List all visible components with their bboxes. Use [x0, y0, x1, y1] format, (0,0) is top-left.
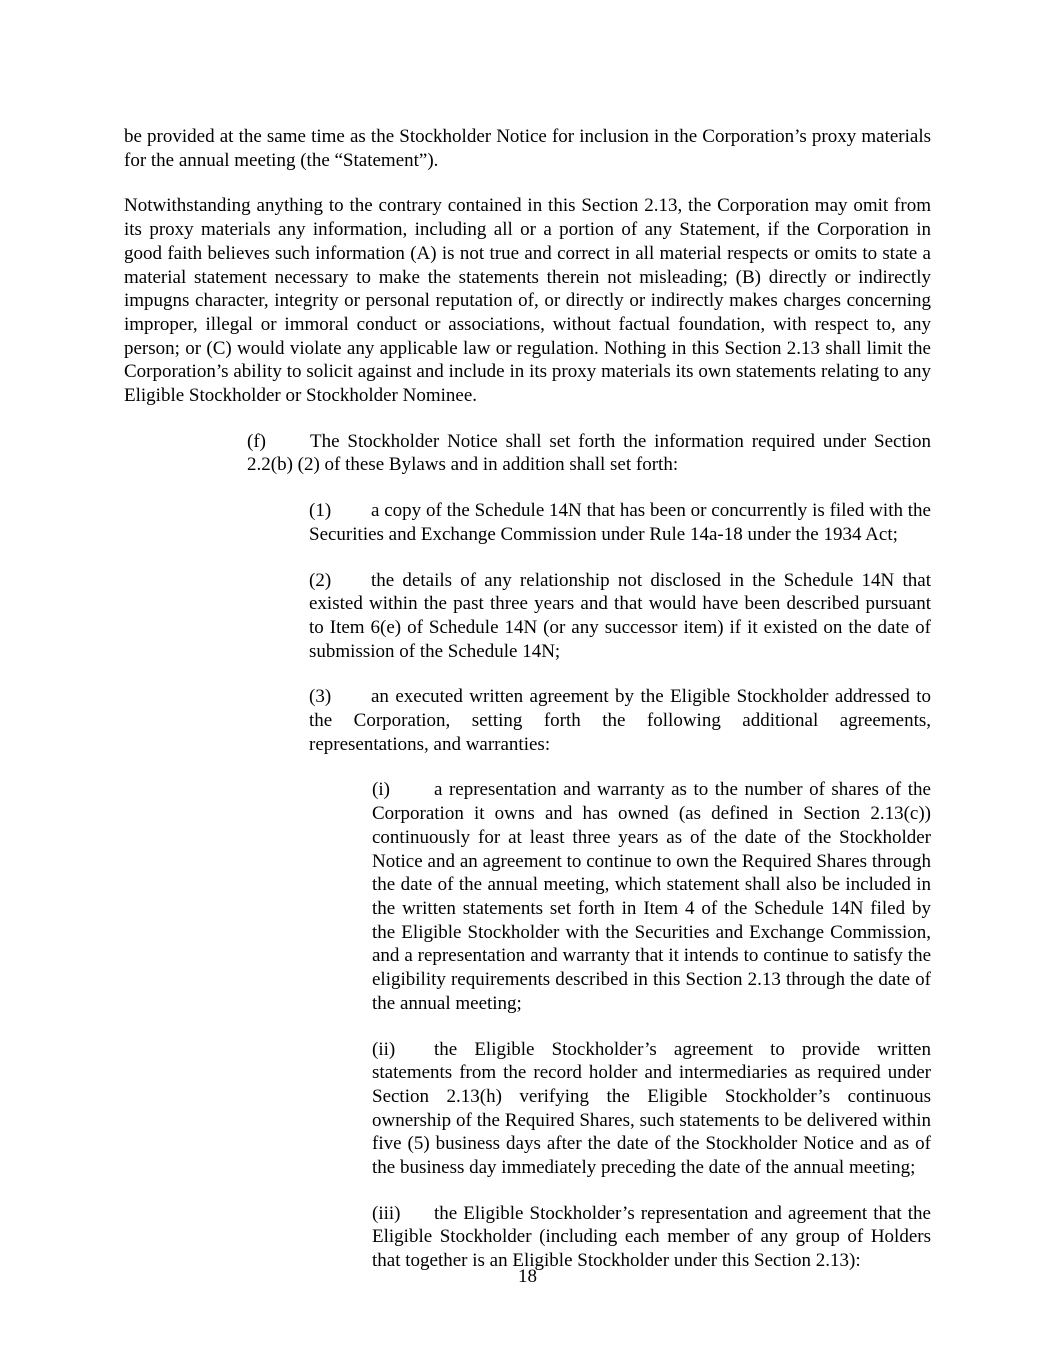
- subitem-iii-text: the Eligible Stockholder’s representation and agreement that the Eligible Stockholder (including each member of any group of Holders that together is an Eligible Stockholder under this Section 2.13):: [372, 1202, 931, 1272]
- page-number: 18: [518, 1266, 537, 1287]
- item-3-text: an executed written agreement by the Eligible Stockholder addressed to the Corporation, setting forth the following additional agreements, representations, and warranties:: [309, 686, 931, 755]
- paragraph-subitem-iii: [124, 1202, 931, 1273]
- item-2-label: (2): [309, 569, 332, 591]
- subitem-ii-label: (ii): [372, 1038, 396, 1060]
- paragraph-item-2: [124, 569, 931, 664]
- subitem-iii-label: (iii): [372, 1202, 401, 1224]
- paragraph-subitem-ii: [124, 1038, 931, 1180]
- paragraph-item-1: [124, 499, 931, 546]
- section-f-label: (f): [247, 430, 266, 452]
- paragraph-omission-rights: Notwithstanding anything to the contrary contained in this Section 2.13, the Corporation may omit from its proxy materials any information, including all or a portion of any Statement, if the Corporation in good faith believes such information (A) is not true and correct in all material respects or omits to state a material statement necessary to make the statements therein not misleading; (B) directly or indirectly impugns character, integrity or personal reputation of, or directly or indirectly makes charges concerning improper, illegal or immoral conduct or associations, without factual foundation, with respect to, any person; or (C) would violate any applicable law or regulation. Nothing in this Section 2.13 shall limit the Corporation’s ability to solicit against and include in its proxy materials its own statements relating to any Eligible Stockholder or Stockholder Nominee.: [124, 195, 931, 407]
- page-content: [124, 125, 931, 1273]
- paragraph-item-3: [124, 685, 931, 756]
- paragraph-statement-continuation: be provided at the same time as the Stockholder Notice for inclusion in the Corporation’s proxy materials for the annual meeting (the “Statement”).: [124, 126, 931, 171]
- subitem-i-text: a representation and warranty as to the number of shares of the Corporation it owns and has owned (as defined in Section 2.13(c)) continuously for at least three years as of the date of the Stockholder Notice and an agreement to continue to own the Required Shares through the date of the annual meeting, which statement shall also be included in the written statements set forth in Item 4 of the Schedule 14N filed by the Eligible Stockholder with the Securities and Exchange Commission, and a representation and warranty that it intends to continue to satisfy the eligibility requirements described in this Section 2.13 through the date of the annual meeting;: [372, 779, 931, 1014]
- section-f-text: The Stockholder Notice shall set forth the information required under Section 2.2(b) (2) of these Bylaws and in addition shall set forth:: [247, 430, 931, 476]
- item-1-text: a copy of the Schedule 14N that has been or concurrently is filed with the Securities and Exchange Commission under Rule 14a-18 under the 1934 Act;: [309, 500, 931, 545]
- subitem-i-label: (i): [372, 779, 390, 801]
- paragraph-section-f: [124, 430, 931, 477]
- item-1-label: (1): [309, 500, 332, 522]
- subitem-ii-text: the Eligible Stockholder’s agreement to provide written statements from the record holder and intermediaries as required under Section 2.13(h) verifying the Eligible Stockholder’s continuous ownership of the Required Shares, such statements to be delivered within five (5) business days after the date of the Stockholder Notice and as of the business day immediately preceding the date of the annual meeting;: [372, 1038, 931, 1179]
- paragraph-subitem-i: [124, 778, 931, 1015]
- item-3-label: (3): [309, 686, 332, 708]
- item-2-text: the details of any relationship not disclosed in the Schedule 14N that existed within the past three years and that would have been described pursuant to Item 6(e) of Schedule 14N (or any successor item) if it existed on the date of submission of the Schedule 14N;: [309, 569, 931, 662]
